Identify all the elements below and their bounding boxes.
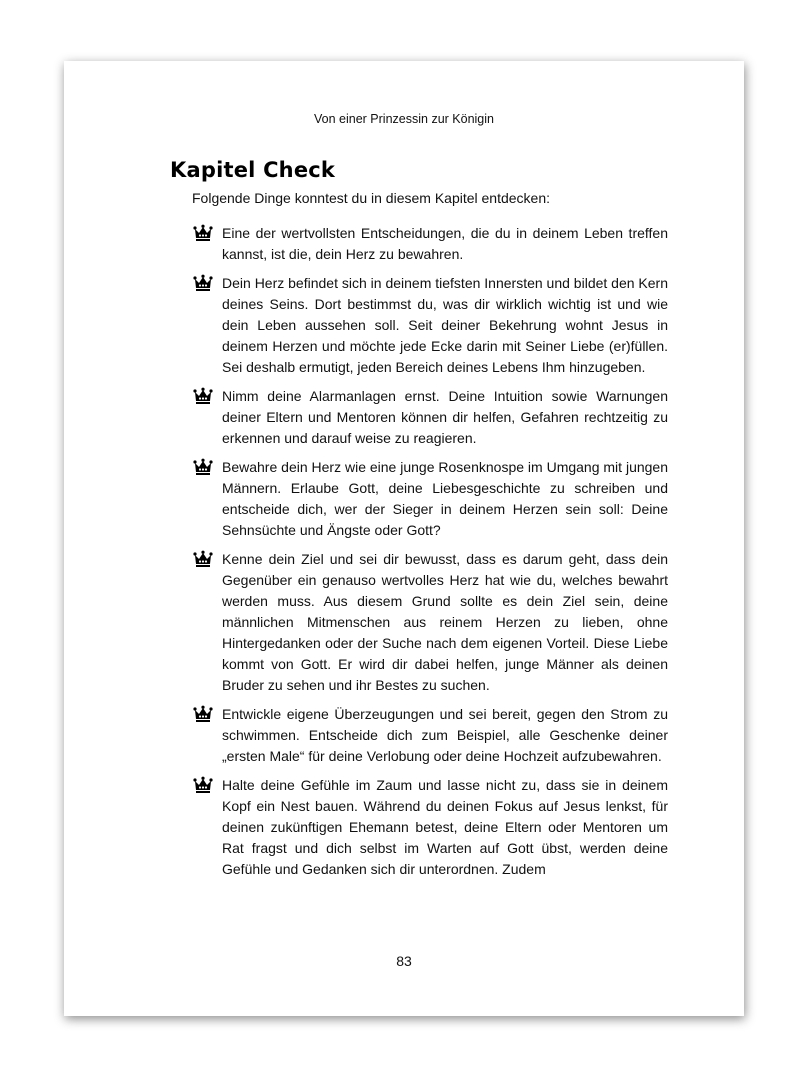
crown-icon: [192, 705, 214, 723]
chapter-intro: Folgende Dinge konntest du in diesem Kapitel entdecken:: [192, 190, 551, 206]
list-item-text: Halte deine Gefühle im Zaum und lasse nicht zu, dass sie in deinem Kopf ein Nest bauen. Während du deinen Fokus auf Jesus lenkst, für deinen zukünftigen Ehemann betest, deine Eltern oder Mentoren um Rat fragst und dich selbst im Warten auf Gott übst, werden deine Gefühle und Gedanken sich dir unterordnen. Zudem: [222, 777, 668, 877]
running-header: Von einer Prinzessin zur Königin: [314, 112, 494, 126]
list-item: [192, 775, 668, 880]
list-item: [192, 273, 668, 378]
summary-list: [192, 223, 668, 888]
list-item: [192, 457, 668, 541]
list-item-text: Bewahre dein Herz wie eine junge Rosenknospe im Umgang mit jungen Männern. Erlaube Gott, deine Liebesgeschichte zu schreiben und entscheide dich, wer der Sieger in deinem Herzen sein soll: Deine Sehnsüchte und Ängste oder Gott?: [222, 459, 668, 538]
list-item-text: Kenne dein Ziel und sei dir bewusst, dass es darum geht, dass dein Gegenüber ein genauso wertvolles Herz hat wie du, welches bewahrt werden muss. Aus diesem Grund sollte es dein Ziel sein, deine männlichen Mitmenschen aus reinem Herzen zu lieben, ohne Hintergedanken oder der Suche nach dem eigenen Vorteil. Diese Liebe kommt von Gott. Er wird dir dabei helfen, junge Männer als deinen Bruder zu sehen und ihr Bestes zu suchen.: [222, 551, 668, 693]
list-item: [192, 386, 668, 449]
crown-icon: [192, 387, 214, 405]
crown-icon: [192, 224, 214, 242]
crown-icon: [192, 458, 214, 476]
list-item: [192, 549, 668, 696]
list-item: [192, 704, 668, 767]
crown-icon: [192, 550, 214, 568]
list-item-text: Nimm deine Alarmanlagen ernst. Deine Intuition sowie Warnungen deiner Eltern und Mentoren können dir helfen, Gefahren rechtzeitig zu erkennen und darauf weise zu reagieren.: [222, 388, 668, 446]
page-number: 83: [396, 953, 412, 969]
list-item-text: Entwickle eigene Überzeugungen und sei bereit, gegen den Strom zu schwimmen. Entscheide dich zum Beispiel, alle Geschenke deiner „ersten Male“ für deine Verlobung oder deine Hochzeit aufzubewahren.: [222, 706, 668, 764]
list-item-text: Eine der wertvollsten Entscheidungen, die du in deinem Leben treffen kannst, ist die, dein Herz zu bewahren.: [222, 225, 668, 262]
list-item-text: Dein Herz befindet sich in deinem tiefsten Innersten und bildet den Kern deines Seins. Dort bestimmst du, was dir wirklich wichtig ist und wie dein Leben aussehen soll. Seit deiner Bekehrung wohnt Jesus in deinem Herzen und möchte jede Ecke darin mit Seiner Liebe (er)füllen. Sei deshalb ermutigt, jeden Bereich deines Lebens Ihm hinzugeben.: [222, 275, 668, 375]
list-item: [192, 223, 668, 265]
book-page: [64, 61, 744, 1016]
crown-icon: [192, 776, 214, 794]
chapter-title: Kapitel Check: [170, 158, 336, 182]
crown-icon: [192, 274, 214, 292]
